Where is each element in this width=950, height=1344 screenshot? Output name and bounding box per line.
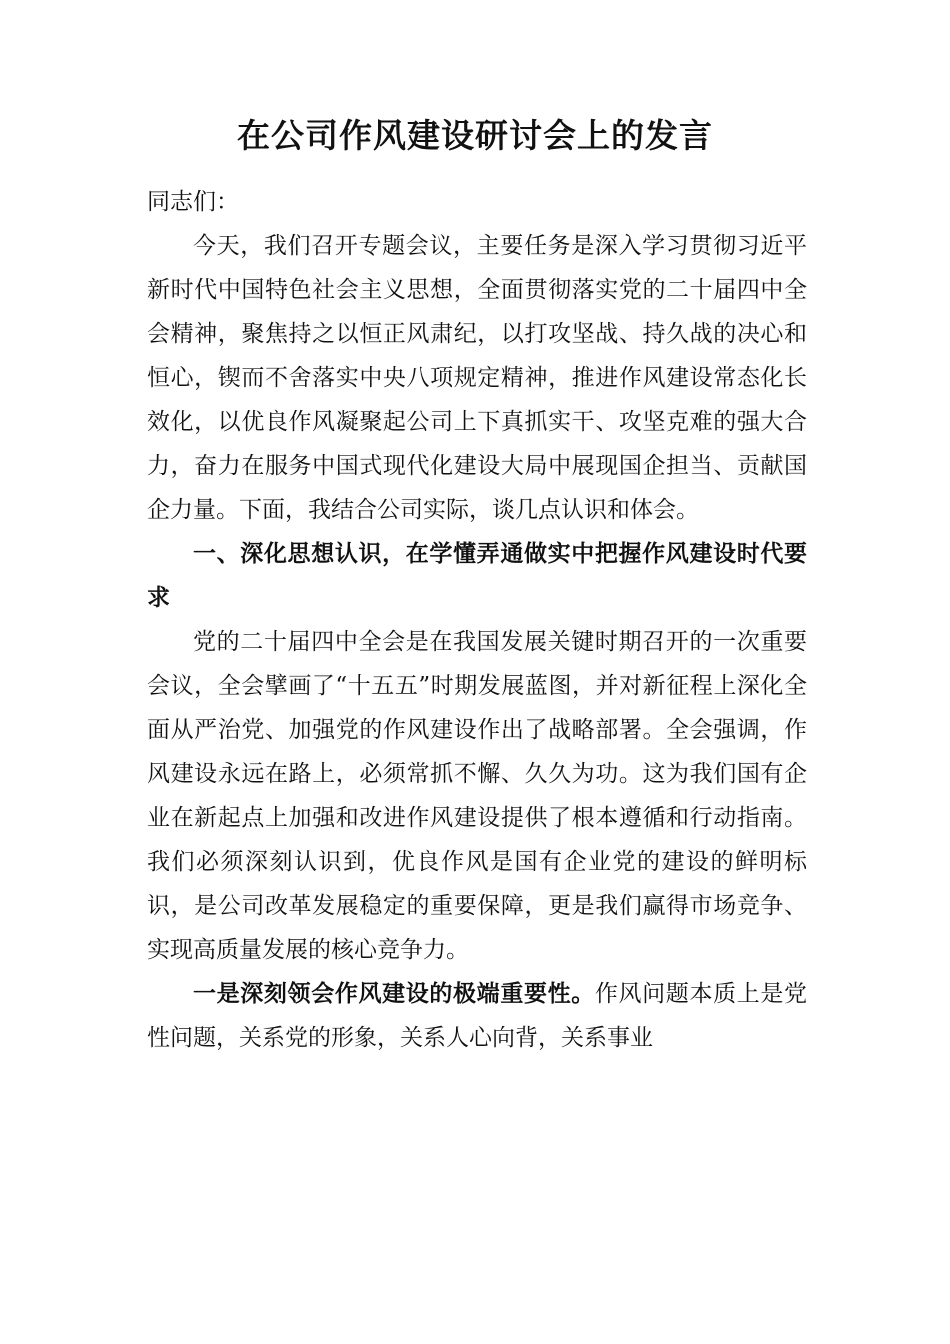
intro-paragraph: 今天，我们召开专题会议，主要任务是深入学习贯彻习近平新时代中国特色社会主义思想，全面贯彻落实党的二十届四中全会精神，聚焦持之以恒正风肃纪，以打攻坚战、持久战的决心和恒心，锲而不舍落实中央八项规定精神，推进作风建设常态化长效化，以优良作风凝聚起公司上下真抓实干、攻坚克难的强大合力，奋力在服务中国式现代化建设大局中展现国企担当、贡献国企力量。下面，我结合公司实际，谈几点认识和体会。 <box>147 233 807 523</box>
section-heading-1: 一、深化思想认识，在学懂弄通做实中把握作风建设时代要求 <box>147 541 807 611</box>
point-1-paragraph <box>147 972 807 1060</box>
point-1-text: 作风问题本质上是党性问题，关系党的形象，关系人心向背，关系事业 <box>147 981 808 1051</box>
document-title: 在公司作风建设研讨会上的发言 <box>237 116 713 155</box>
salutation: 同志们： <box>147 189 239 215</box>
document-body <box>147 180 807 1060</box>
section-1-paragraph: 党的二十届四中全会是在我国发展关键时期召开的一次重要会议，全会擘画了“十五五”时期发展蓝图，并对新征程上深化全面从严治党、加强党的作风建设作出了战略部署。全会强调，作风建设永远在路上，必须常抓不懈、久久为功。这为我们国有企业在新起点上加强和改进作风建设提供了根本遵循和行动指南。我们必须深刻认识到，优良作风是国有企业党的建设的鲜明标识，是公司改革发展稳定的重要保障，更是我们赢得市场竞争、实现高质量发展的核心竞争力。 <box>147 629 807 963</box>
point-1-lead: 一是深刻领会作风建设的极端重要性。 <box>193 981 595 1007</box>
